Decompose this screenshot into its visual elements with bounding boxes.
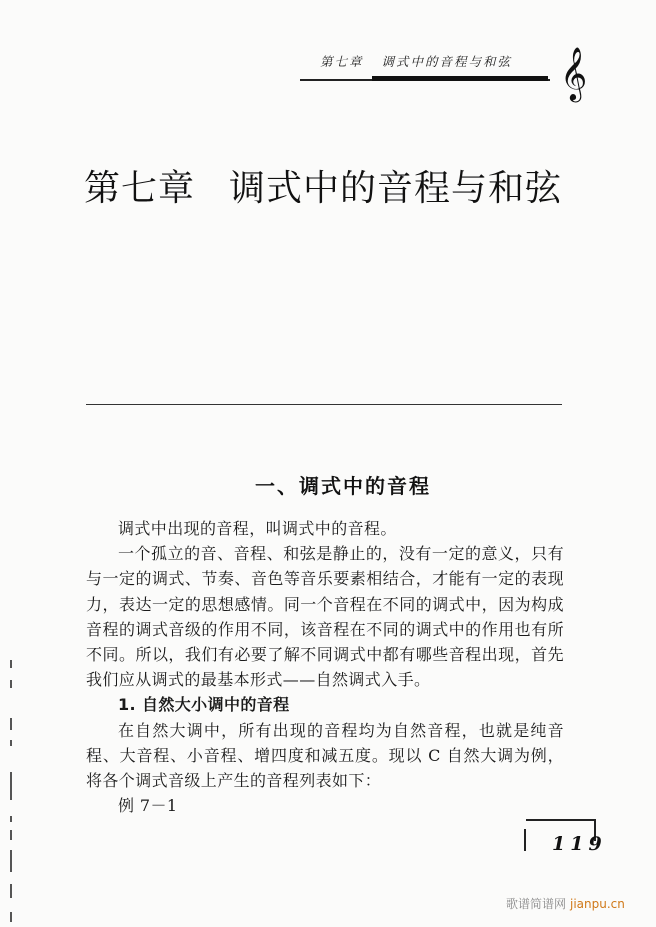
example-label: 例 7－1 [118, 796, 178, 816]
binding-mark [10, 850, 12, 872]
page-number: 119 [552, 833, 607, 855]
page-number-frame-left [524, 829, 526, 851]
chapter-title [84, 160, 562, 211]
watermark-url: jianpu.cn [570, 897, 625, 911]
paragraph: 一个孤立的音、音程、和弦是静止的，没有一定的意义，只有与一定的调式、节奏、音色等音乐要素相结合，才能有一定的表现力，表达一定的思想感情。同一个音程在不同的调式中，因为构成音程的调式音级的作用不同，该音程在不同的调式中的作用也有所不同。所以，我们有必要了解不同调式中都有哪些音程出现，首先我们应从调式的最基本形式——自然调式入手。 [86, 544, 564, 690]
running-header [320, 52, 512, 70]
chapter-name: 调式中的音程与和弦 [229, 168, 563, 209]
watermark-text: 歌谱简谱网 [506, 897, 567, 911]
running-header-title: 调式中的音程与和弦 [381, 54, 513, 69]
chapter-number: 第七章 [84, 168, 196, 209]
binding-mark [10, 912, 12, 922]
binding-mark [10, 816, 12, 822]
running-header-chapter: 第七章 [320, 54, 364, 69]
treble-clef-icon: 𝄞 [560, 46, 588, 100]
binding-mark [10, 680, 12, 688]
binding-mark [10, 772, 12, 800]
binding-mark [10, 830, 12, 840]
paragraph: 调式中出现的音程，叫调式中的音程。 [118, 519, 397, 538]
binding-mark [10, 718, 12, 730]
binding-mark [10, 884, 12, 898]
binding-mark [10, 740, 12, 746]
binding-mark [10, 660, 12, 668]
watermark [506, 895, 625, 912]
paragraph: 在自然大调中，所有出现的音程均为自然音程，也就是纯音程、大音程、小音程、增四度和减五度。现以 C 自然大调为例，将各个调式音级上产生的音程列表如下： [86, 720, 564, 791]
divider [86, 404, 562, 405]
section-heading: 一、调式中的音程 [255, 474, 431, 498]
header-rule-thick [372, 76, 548, 81]
body-text [86, 516, 564, 818]
subheading: 1. 自然大小调中的音程 [118, 695, 290, 715]
